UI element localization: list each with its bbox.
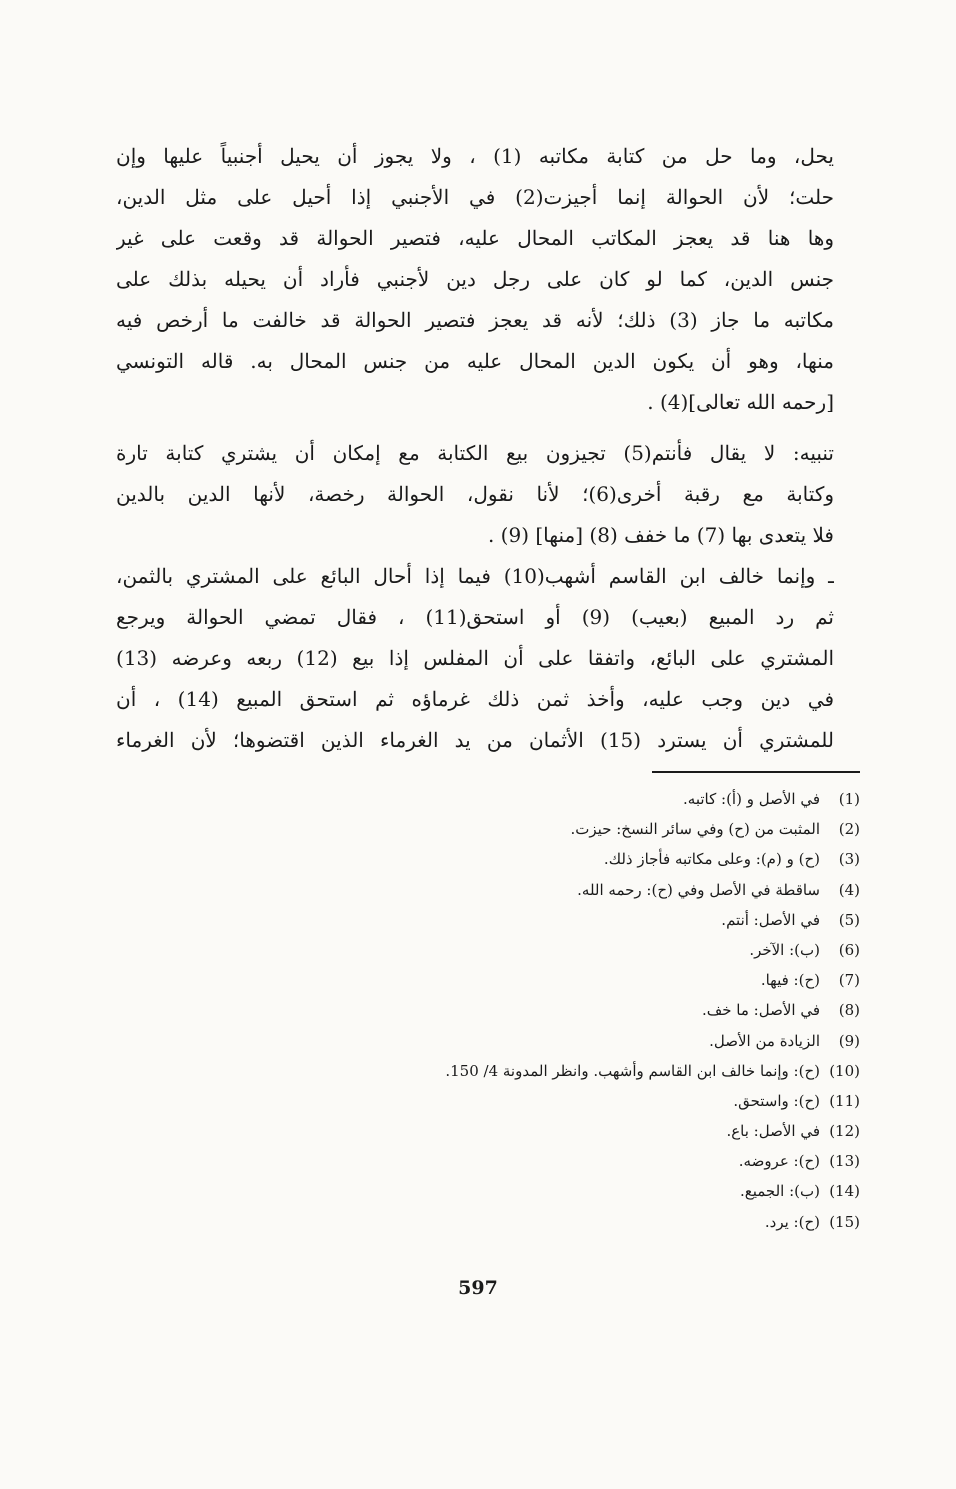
footnote [160, 1207, 860, 1237]
footnote-number: (6) [838, 940, 860, 959]
footnote-text: (ح): وإنما خالف ابن القاسم وأشهب. وانظر المدونة 4/ 150. [445, 1061, 820, 1080]
footnote-text: (ب): الآخر. [749, 940, 820, 959]
footnote [160, 905, 860, 935]
footnote-text: في الأصل و (أ): كاتبه. [683, 790, 820, 808]
footnote-text: (ح): يرد. [764, 1212, 820, 1231]
text-line: جنس الدين، كما لو كان على رجل دين لأجنبي فأراد أن يحيله بذلك على [116, 267, 834, 291]
footnote [160, 1176, 860, 1206]
footnote-text: المثبت من (ح) وفي سائر النسخ: حيزت. [570, 820, 820, 839]
footnote-text: في الأصل: أنتم. [721, 910, 820, 929]
text-line: وكتابة مع رقبة أخرى(6)؛ لأنا نقول، الحوالة رخصة، لأنها الدين بالدين [116, 482, 834, 506]
footnote-text: (ح): فيها. [760, 971, 820, 990]
footnote-number: (5) [838, 910, 860, 929]
footnote-number: (14) [829, 1182, 860, 1201]
text-line: ـ وإنما خالف ابن القاسم أشهب(10) فيما إذا أحال البائع على المشتري بالثمن، [116, 564, 834, 588]
footnote-number: (13) [829, 1152, 860, 1171]
text-line: ثم رد المبيع (بعيب) (9) أو استحق(11) ، فقال تمضي الحوالة ويرجع [116, 605, 834, 629]
footnote-number: (2) [838, 820, 860, 839]
footnote [160, 935, 860, 965]
footnote-number: (12) [829, 1122, 860, 1141]
footnote-number: (9) [838, 1031, 860, 1050]
footnote [160, 1116, 860, 1146]
footnotes [160, 784, 860, 1237]
footnote-number: (4) [838, 880, 860, 899]
footnote [160, 965, 860, 995]
text-line: تنبيه: لا يقال فأنتم(5) تجيزون بيع الكتابة مع إمكان أن يشتري كتابة تارة [116, 441, 834, 465]
footnote-number: (15) [829, 1212, 860, 1231]
text-line: للمشتري أن يسترد (15) الأثمان من يد الغرماء الذين اقتضوها؛ لأن الغرماء [116, 728, 834, 752]
text-line: منها، وهو أن يكون الدين المحال عليه من جنس المحال به. قاله التونسي [116, 349, 834, 373]
footnote [160, 844, 860, 874]
text-line: مكاتبه ما جاز (3) ذلك؛ لأنه قد يعجز فتصير الحوالة قد خالفت ما أرخص فيه [116, 308, 834, 332]
footnote-text: في الأصل: باع. [726, 1122, 820, 1141]
footnote [160, 784, 860, 814]
text-line: المشتري على البائع، واتفقا على أن المفلس إذا بيع (12) ربعه وعرضه (13) [116, 646, 834, 670]
footnote-number: (1) [838, 790, 860, 808]
footnote [160, 1056, 860, 1086]
page-number: 597 [458, 1277, 498, 1299]
footnote [160, 875, 860, 905]
footnote-text: (ح): عروضه. [738, 1152, 820, 1171]
text-line: حلت؛ لأن الحوالة إنما أجيزت(2) في الأجنبي إذا أحيل على مثل الدين، [116, 185, 834, 209]
footnote [160, 1026, 860, 1056]
footnote-text: الزيادة من الأصل. [709, 1031, 820, 1050]
footnote-separator [652, 771, 860, 773]
text-line: يحل، وما حل من كتابة مكاتبه (1) ، ولا يجوز أن يحيل أجنبياً عليها وإن [116, 144, 834, 168]
text-line: في دين وجب عليه، وأخذ ثمن ذلك غرماؤه ثم استحق المبيع (14) ، أن [116, 687, 834, 711]
text-line: [رحمه الله تعالى](4) . [647, 390, 834, 414]
footnote-number: (10) [829, 1061, 860, 1080]
footnote [160, 995, 860, 1025]
footnote-number: (11) [829, 1091, 860, 1110]
footnote-number: (7) [838, 971, 860, 990]
footnote [160, 1086, 860, 1116]
footnote [160, 814, 860, 844]
footnote-text: (ح): واستحق. [733, 1091, 820, 1110]
footnote-text: (ح) و (م): وعلى مكاتبه فأجاز ذلك. [603, 850, 820, 869]
footnote-number: (3) [838, 850, 860, 869]
footnote [160, 1146, 860, 1176]
footnote-text: في الأصل: ما خف. [701, 1001, 820, 1020]
footnote-text: ساقطة في الأصل وفي (ح): رحمه الله. [577, 880, 820, 899]
text-line: فلا يتعدى بها (7) ما خفف (8) [منها] (9) . [487, 523, 834, 547]
main-text [116, 136, 834, 761]
footnote-number: (8) [838, 1001, 860, 1020]
text-line: وها هنا قد يعجز المكاتب المحال عليه، فتصير الحوالة قد وقعت على غير [116, 226, 834, 250]
footnote-text: (ب): الجميع. [739, 1182, 820, 1201]
